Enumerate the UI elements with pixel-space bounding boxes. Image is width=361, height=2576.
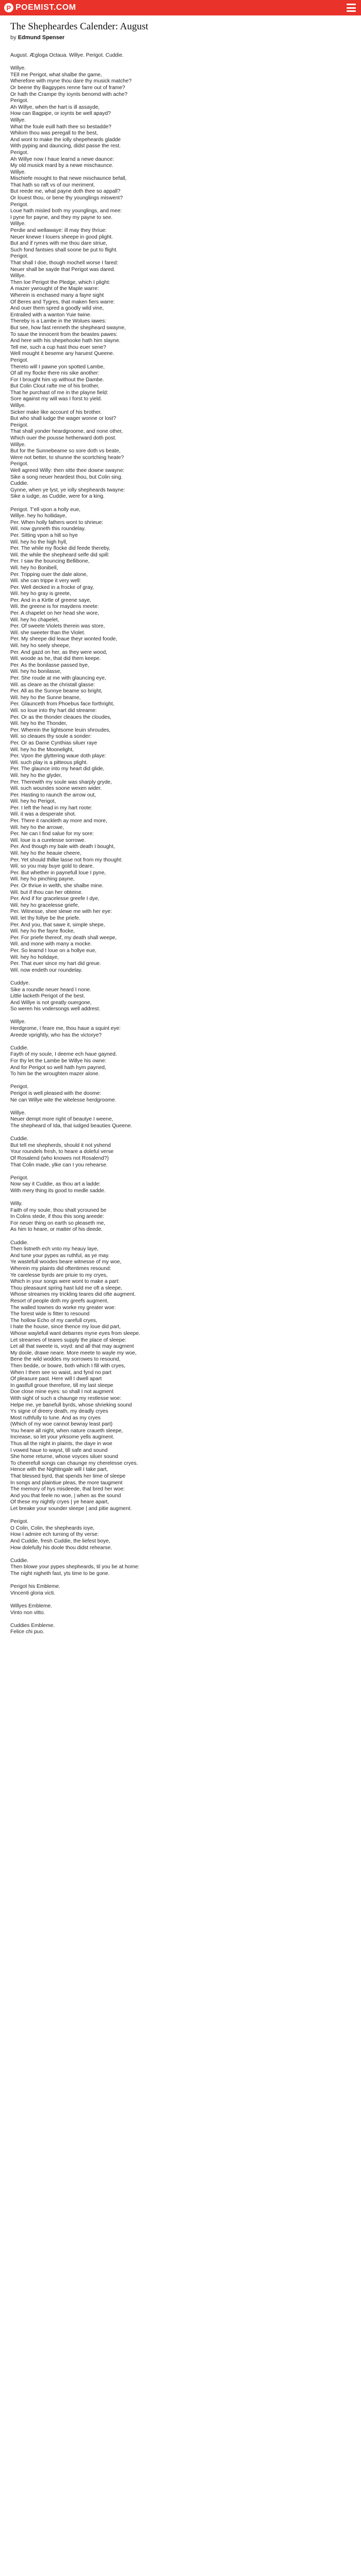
menu-icon-bar [347,4,356,5]
poem-title: The Shepheardes Calender: August [10,21,149,32]
poem-byline [10,34,351,41]
site-header [0,0,361,15]
byline-prefix: by [10,35,17,41]
poem-text: August. Ægloga Octaua. Willye. Perigot. Cuddie. Willye. TEll me Perigot, what shalbe the game, Wherefore with myne thou dare thy musick matche? Or beene thy Bagpypes renne farre out of frame? Or hath the Crampe thy ioynts benomd with ache? Perigot. Ah Willye, when the hart is ill assayde, How can Bagpipe, or ioynts be well apayd? Willye. What the foule euill hath thee so bestadde? Whilom thou was peregall to the best, And wont to make the iolly shepeheards gladde With pyping and dauncing, didst passe the rest. Perigot. Ah Willye now I haue learnd a newe daunce: My old musick mard by a newe mischaunce. Willye. Mischiefe mought to that newe mischaunce befall, That hath so raft vs of our meriment. But reede me, what payne doth thee so appall? Or louest thou, or bene thy younglings miswent? Perigot. Loue hath misled both my younglings, and mee: I pyne for payne, and they my payne to see. Willye. Perdie and wellawaye: ill may they thriue: Neuer knewe I louers sheepe in good plight. But and if rymes with me thou dare striue, Such fond fantsies shall soone be put to flight. Perigot. That shall I doe, though mochell worse I fared: Neuer shall be sayde that Perigot was dared. Willye. Then loe Perigot the Pledge, which I plight: A mazer ywrought of the Maple warre: Wherein is enchased many a fayre sight Of Beres and Tygres, that maken fiers warre: And ouer them spred a goodly wild vine, Entrailed with a wanton Yuie twine. Thereby is a Lambe in the Wolues iawes: But see, how fast renneth the shepheard swayne, To saue the innocent from the beastes pawes: And here with his shepehooke hath him slayne. Tell me, such a cup hast thou euer sene? Well mought it beseme any haruest Queene. Perigot. Thereto will I pawne yon spotted Lambe, Of all my flocke there nis sike another: For I brought him vp without the Dambe. But Colin Clout rafte me of his brother, That he purchast of me in the playne field: Sore against my will was I forst to yield. Willye. Sicker make like account of his brother. But who shall iudge the wager wonne or lost? Perigot. That shall yonder heardgroome, and none other, Which ouer the pousse hetherward doth post. Willye. But for the Sunnebeame so sore doth vs beate, Were not better, to shunne the scortching heate? Perigot. Well agreed Willy: then sitte thee downe swayne: Sike a song neuer heardest thou, but Colin sing. Cuddie. Gynne, when ye lyst, ye iolly shepheards twayne: Sike a iudge, as Cuddie, were for a king. Perigot. T'ell vpon a holly eue, Willye. hey ho hollidaye, Per. When holly fathers wont to shrieue: Wil. now gynneth this roundelay. Per. Sitting vpon a hill so hye Wil. hey ho the high hyll, Per. The while my flocke did feede thereby, Wil. the while the shepheard selfe did spill: Per. I saw the bouncing Bellibone, Wil. hey ho Bonibell, Per. Tripping ouer the dale alone, Wil. she can trippe it very well: Per. Well decked in a frocke of gray, Wil. hey ho gray is greete, Per. And in a Kirtle of greene saye, Wil. the greene is for maydens meete: Per. A chapelet on her head she wore, Wil. hey ho chapelet, Per. Of sweete Violets therein was store, Wil. she sweeter than the Violet. Per. My sheepe did leaue theyr wonted foode, Wil. hey ho seely sheepe, Per. And gazd on her, as they were wood, Wil. woode as he, that did them keepe. Per. As the bonilasse passed bye, Wil. hey ho bonilasse, Per. She roude at me with glauncing eye, Wil. as cleare as the christall glasse: Per. All as the Sunnye beame so bright, Wil. hey ho the Sunne beame, Per. Glaunceth from Phoebus face forthright, Wil. so loue into thy hart did streame: Per. Or as the thonder cleaues the cloudes, Wil. hey ho the Thonder, Per. Wherein the lightsome leuin shroudes, Wil. so cleaues thy soule a sonder: Per. Or as Dame Cynthias siluer raye Wil. hey ho the Moonelight, Per. Vpon the glyttering waue doth playe: Wil. such play is a pitteous plight. Per. The glaunce into my heart did glide, Wil. hey ho the glyder, Per. Therewith my soule was sharply gryde, Wil. such woundes soone wexen wider. Per. Hasting to raunch the arrow out, Wil. hey ho Perigot, Per. I left the head in my hart roote: Wil. it was a desperate shot. Per. There it ranckleth ay more and more, Wil. hey ho the arrowe, Per. Ne can I find salue for my sore: Wil. loue is a curelesse sorrowe. Per. And though my bale with death I bought, Wil. hey ho the heauie cheere, Per. Yet should thilke lasse not from my thought: Wil. so you may buye gold to deare. Per. But whether in paynefull loue I pyne, Wil. hey ho pinching payne, Per. Or thriue in welth, she shalbe mine. Wil. but if thou can her obteine. Per. And if for gracelesse greefe I dye, Wil. hey ho gracelesse griefe, Per. Witnesse, shee slewe me with her eye: Wil. let thy follye be the priefe. Per. And you, that sawe it, simple shepe, Wil. hey ho the fayre flocke, Per. For priefe thereof, my death shall weepe, Wil. and mone with many a mocke. Per. So learnd I loue on a hollye eue, Wil. hey ho holidaye, Per. That euer since my hart did greue. Wil. now endeth our roundelay. Cuddye. Sike a roundle neuer heard I none. Little lacketh Perigot of the best. And Willye is not greatly ouergone, So weren his vndersongs well addrest. Willye. Herdgrome, I feare me, thou haue a squint eye: Areede vprightly, who has the victorye? Cuddie. Fayth of my soule, I deeme ech haue gayned. For thy let the Lambe be Willye his owne: And for Perigot so well hath hym payned, To him be the wroughten mazer alone. Perigot. Perigot is well pleased with the doome: Ne can Willye wite the witelesse herdgroome. Willye. Neuer dempt more right of beautye I weene, The shepheard of Ida, that iudged beauties Queene. Cuddie. But tell me shepherds, should it not yshend Your roundels fresh, to heare a doleful verse Of Rosalend (who knowes not Rosalend?) That Colin made, ylke can I you rehearse. Perigot. Now say it Cuddie, as thou art a ladde: With mery thing its good to medle sadde. Willy. Faith of my soule, thou shalt ycrouned be In Colins stede, if thou this song areede: For neuer thing on earth so pleaseth me, As him to heare, or matter of his deede. Cuddie. Then listneth ech vnto my heauy laye, And tune your pypes as ruthful, as ye may. Ye wastefull woodes beare witnesse of my woe, Wherein my plaints did oftentimes resound: Ye carelesse byrds are priuie to my cryes, Which in your songs were wont to make a part: Thou pleasaunt spring hast luld me oft a sleepe, Whose streames my trickling teares did ofte augment. Resort of people doth my greefs augment, The walled townes do worke my greater woe: The forest wide is fitter to resound The hollow Echo of my carefull cryes, I hate the house, since thence my loue did part, Whose waylefull want debarres myne eyes from sleepe. Let streames of teares supply the place of sleepe: Let all that sweete is, voyd: and all that may augment My doole, drawe neare. More meete to wayle my woe, Bene the wild woddes my sorrowes to resound, Then bedde, or bowre, both which I fill with cryes, When I them see so waist, and fynd no part Of pleasure past. Here will I dwell apart In gastfull groue therefore, till my last sleepe Doe close mine eyes: so shall I not augment With sight of such a chaunge my restlesse woe: Helpe me, ye banefull byrds, whose shrieking sound Ys signe of dreery death, my deadly cryes Most ruthfully to tune. And as my cryes (Which of my woe cannot bewray least part) You heare all night, when nature craueth sleepe, Increase, so let your yrksome yells augment. Thus all the night in plaints, the daye in woe I vowed haue to wayst, till safe and sound She home returne, whose voyces siluer sound To cheerefull songs can chaunge my cherelesse cryes. Hence with the Nightingale will I take part, That blessed byrd, that spends her time of sleepe In songs and plaintiue pleas, the more taugment The memory of hys misdeede, that bred her woe: And you that feele no woe, | when as the sound Of these my nightly cryes | ye heare apart, Let breake your sounder sleepe | and pitie augment. Perigot. O Colin, Colin, the shepheards ioye, How I admire ech turning of thy verse: And Cuddie, fresh Cuddie, the liefest boye, How dolefully his doole thou didst rehearse. Cuddie. Then blowe your pypes shepheards, til you be at home: The night nigheth fast, yts time to be gone. Perigot his Embleme. Vincenti gloria victi. Willyes Embleme. Vinto non vitto. Cuddies Embleme. Felice chi puo. [10,53,140,1635]
poem-content [10,21,351,1636]
author-link[interactable]: Edmund Spenser [18,35,65,41]
logo-text: POEMIST.COM [15,3,76,12]
logo-mark-icon: P [4,3,13,12]
site-logo[interactable] [4,3,76,12]
menu-icon-bar [347,7,356,9]
hamburger-menu-icon[interactable] [347,4,356,12]
menu-icon-bar [347,10,356,12]
